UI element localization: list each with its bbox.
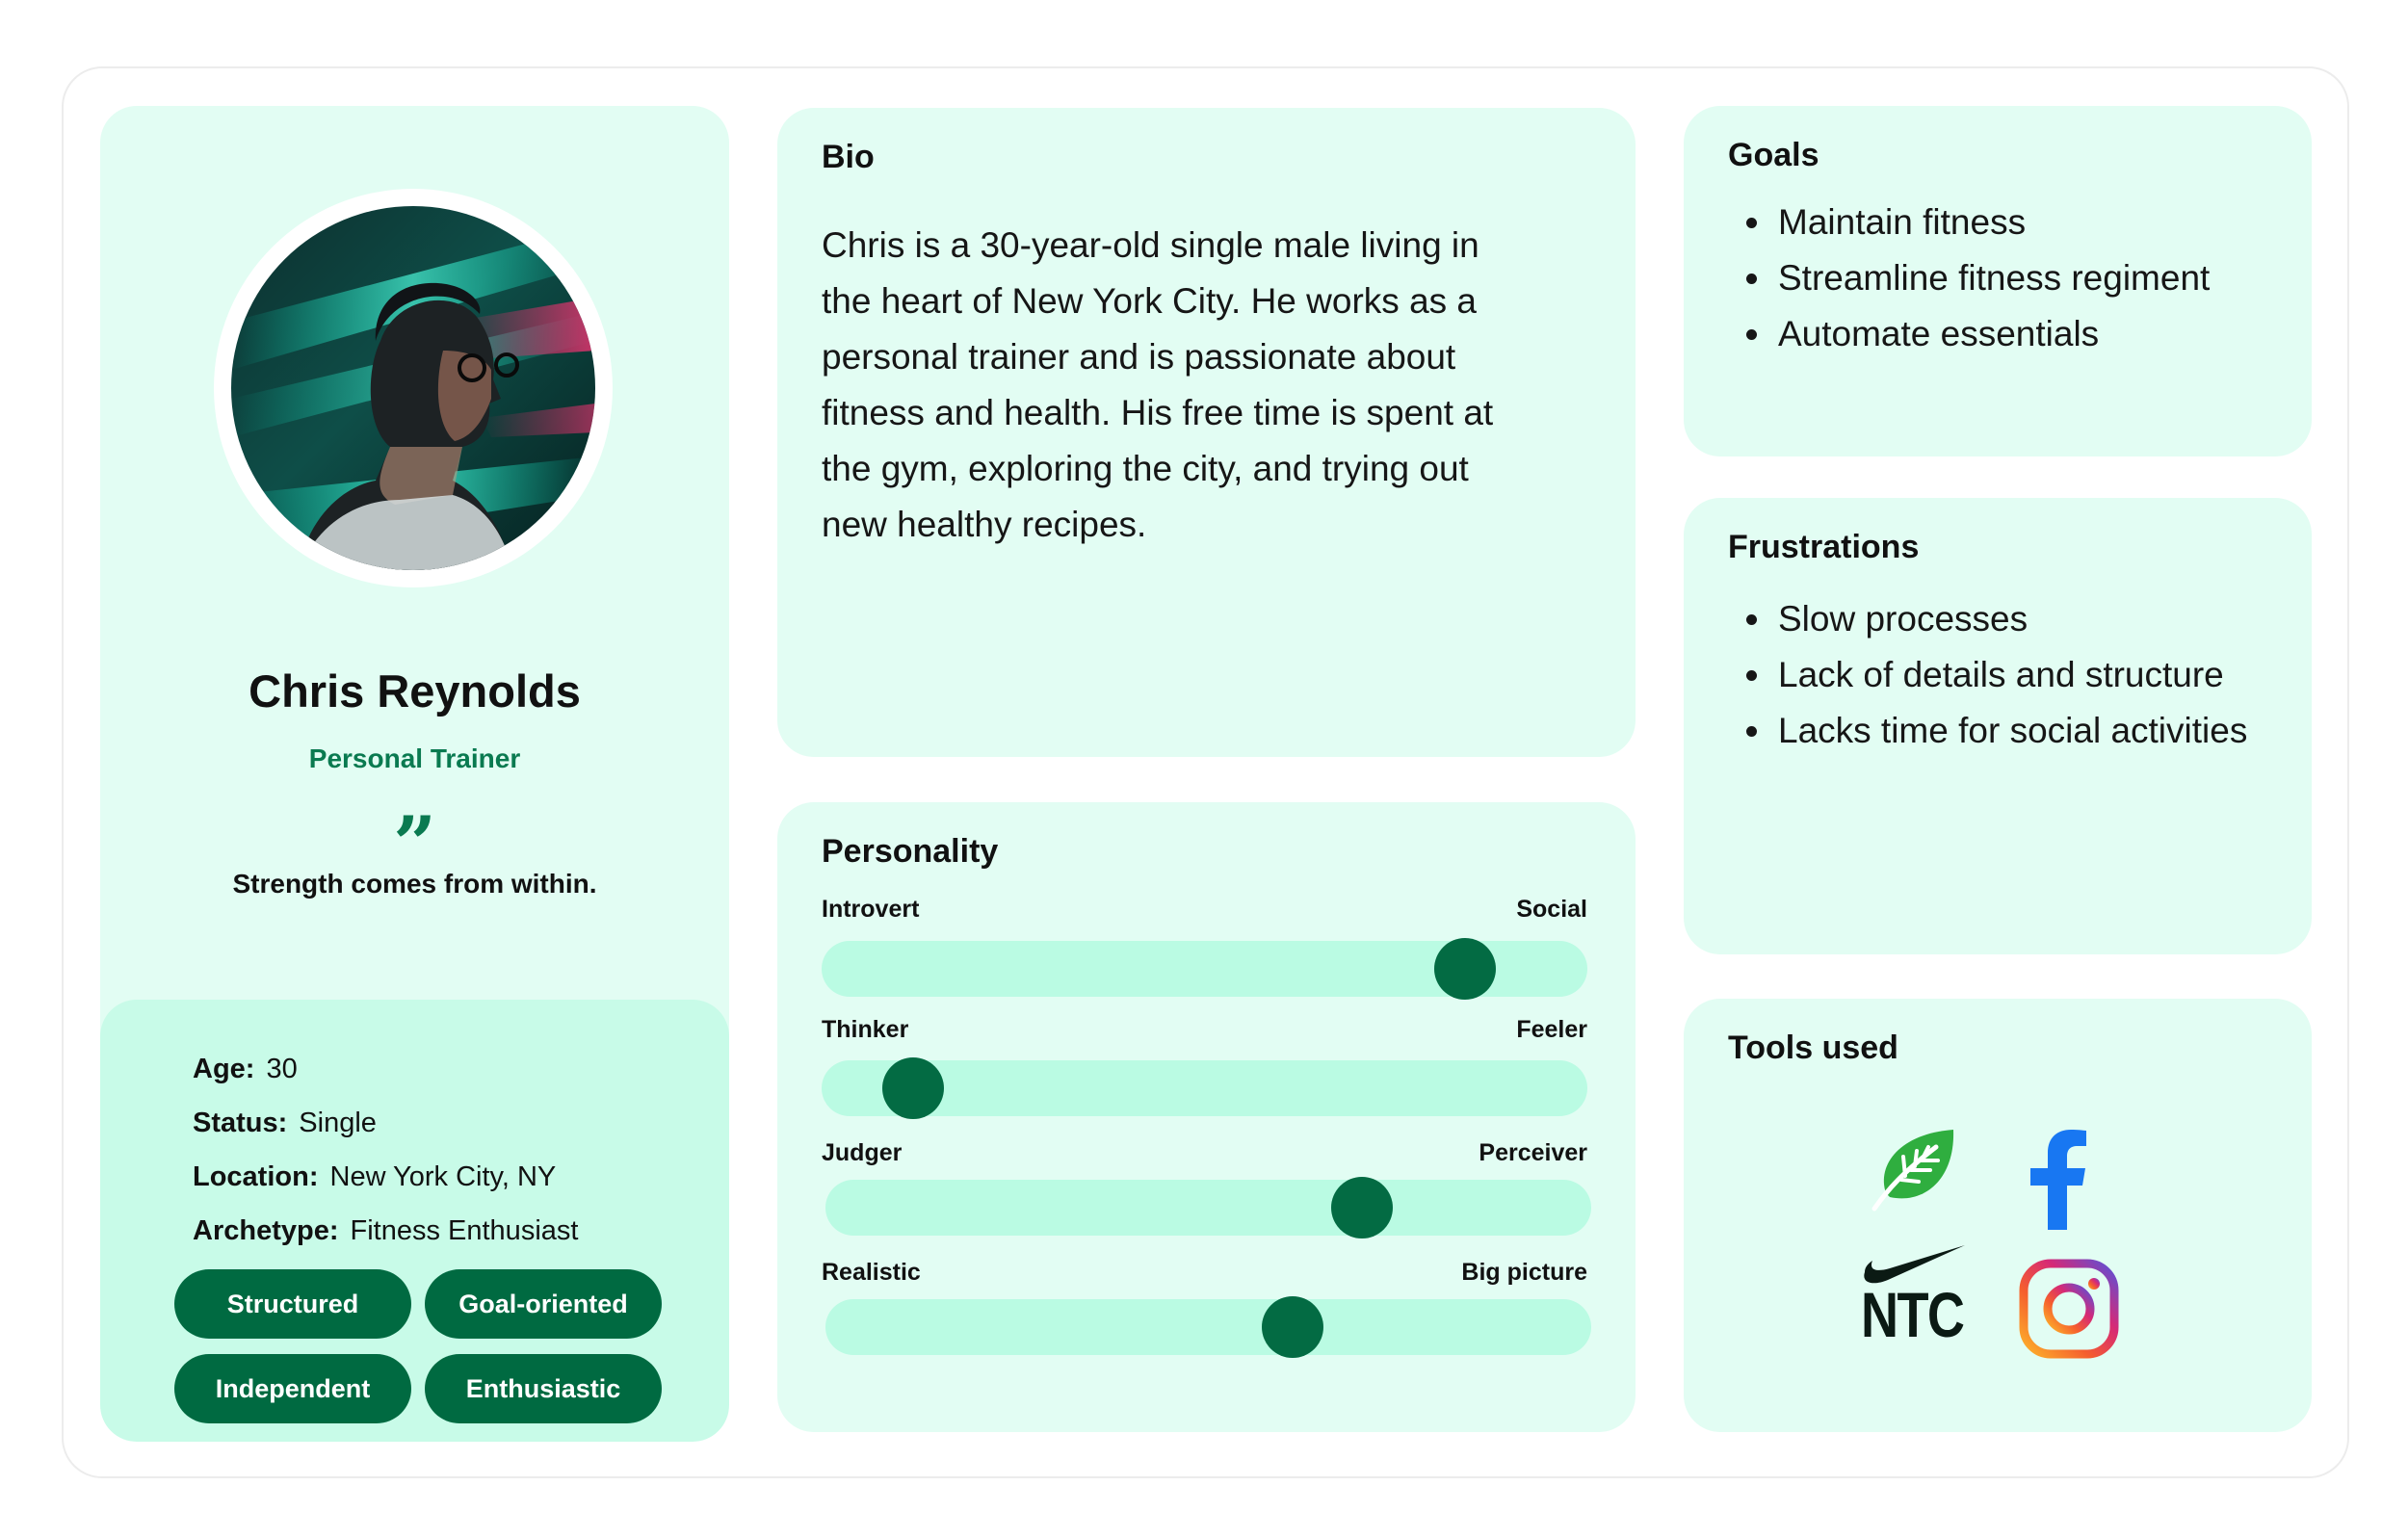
detail-value: Single (299, 1108, 377, 1138)
list-item: • Lack of details and structure (1774, 647, 2247, 703)
tools-card (1684, 999, 2312, 1432)
trait-left-label: Introvert (822, 896, 920, 923)
detail-age (193, 1054, 298, 1085)
detail-status (193, 1108, 377, 1139)
detail-label: Archetype: (193, 1215, 339, 1246)
persona-details (100, 1000, 729, 1442)
trait-left-label: Judger (822, 1139, 903, 1166)
bio-card (777, 108, 1636, 757)
tag-independent: Independent (174, 1354, 411, 1423)
frustrations-title: Frustrations (1728, 529, 1920, 565)
detail-value: 30 (266, 1054, 298, 1084)
instagram-icon[interactable] (2019, 1259, 2119, 1359)
goals-card (1684, 106, 2312, 456)
list-item: • Slow processes (1774, 591, 2247, 647)
tools-title: Tools used (1728, 1030, 1898, 1066)
detail-label: Location: (193, 1161, 319, 1192)
detail-label: Status: (193, 1108, 288, 1138)
avatar-ring (214, 189, 613, 587)
trait-slider-judger-perceiver[interactable] (825, 1180, 1591, 1236)
detail-location (193, 1161, 556, 1193)
list-item: • Lacks time for social activities (1774, 703, 2247, 759)
list-item: • Streamline fitness regiment (1774, 250, 2210, 306)
quote-icon: ” (393, 800, 436, 888)
persona-role: Personal Trainer (308, 743, 521, 773)
goals-list (1732, 195, 2210, 362)
trait-right-label: Big picture (1461, 1259, 1587, 1286)
list-item: • Automate essentials (1774, 306, 2210, 362)
detail-value: New York City, NY (329, 1161, 557, 1192)
avatar (231, 206, 595, 570)
slider-knob[interactable] (1434, 938, 1496, 1000)
facebook-icon[interactable] (2027, 1130, 2088, 1230)
trait-slider-thinker-feeler[interactable] (822, 1060, 1587, 1116)
tag-enthusiastic: Enthusiastic (425, 1354, 662, 1423)
trait-left-label: Thinker (822, 1016, 909, 1043)
trait-left-label: Realistic (822, 1259, 921, 1286)
slider-knob[interactable] (1262, 1296, 1323, 1358)
frustrations-card (1684, 498, 2312, 954)
profile-card (100, 106, 729, 1442)
detail-value: Fitness Enthusiast (350, 1215, 579, 1246)
nike-ntc-icon[interactable]: NTC (1861, 1279, 1964, 1350)
bio-title: Bio (822, 139, 875, 175)
personality-title: Personality (822, 833, 999, 870)
personality-card (777, 802, 1636, 1432)
tag-goal-oriented: Goal-oriented (425, 1269, 662, 1339)
detail-label: Age: (193, 1054, 255, 1084)
detail-archetype (193, 1215, 578, 1247)
trait-slider-realistic-big-picture[interactable] (825, 1299, 1591, 1355)
trait-right-label: Feeler (1516, 1016, 1587, 1043)
persona-quote: Strength comes from within. (232, 869, 597, 899)
slider-knob[interactable] (882, 1057, 944, 1119)
slider-knob[interactable] (1331, 1177, 1393, 1238)
bio-text: Chris is a 30-year-old single male living in the heart of New York City. He works as a personal trainer and is passionate about fitness and health. His free time is spent at the gym, exploring the city, and trying out new healthy recipes. (822, 225, 1494, 544)
list-item: • Maintain fitness (1774, 195, 2210, 250)
goals-title: Goals (1728, 137, 1819, 173)
leaf-app-icon[interactable] (1867, 1126, 1959, 1212)
frustrations-list (1732, 591, 2247, 759)
trait-right-label: Social (1516, 896, 1587, 923)
persona-name: Chris Reynolds (249, 665, 581, 717)
avatar-photo (231, 206, 595, 570)
trait-right-label: Perceiver (1479, 1139, 1587, 1166)
trait-slider-introvert-social[interactable] (822, 941, 1587, 997)
tag-structured: Structured (174, 1269, 411, 1339)
